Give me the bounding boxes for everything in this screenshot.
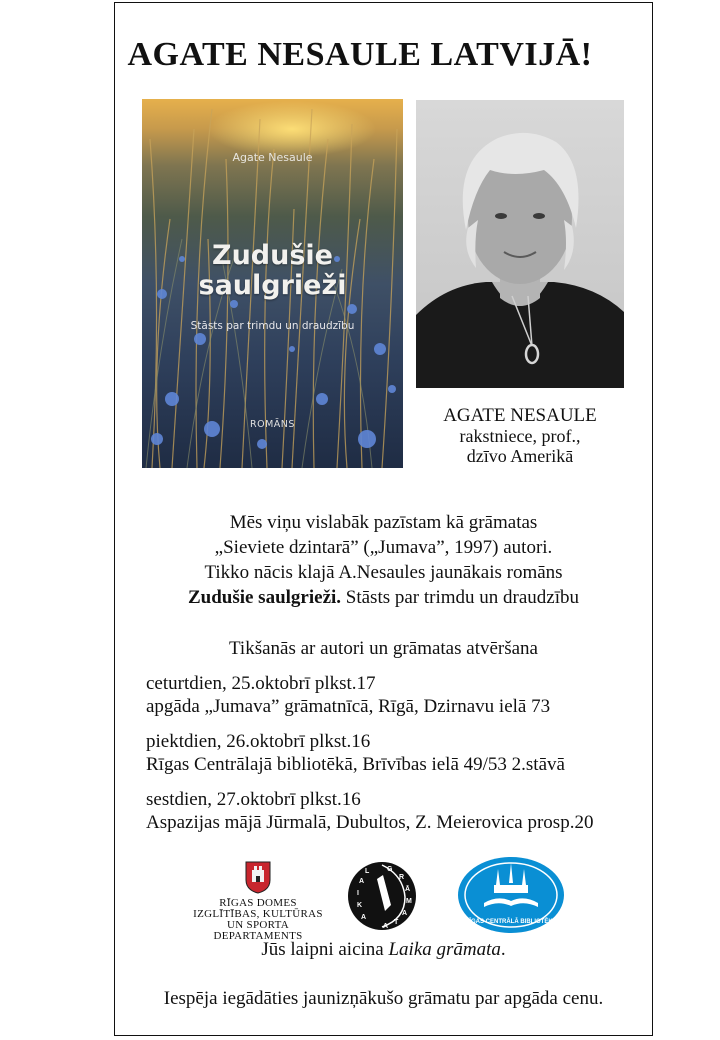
svg-text:K: K [357,902,363,909]
event-1-place: apgāda „Jumava” grāmatnīcā, Rīgā, Dzirnavu ielā 73 [146,696,551,717]
svg-text:R: R [399,874,405,881]
riga-logo-line3: UN SPORTA DEPARTAMENTS [213,919,303,942]
cover-title-line2: saulgrieži [198,270,347,301]
publisher-name: Laika grāmata [388,939,501,960]
book-cover-image [142,99,403,468]
rcb-logo-text: RĪGAS CENTRĀLĀ BIBLIOTĒKA [465,919,557,925]
author-role: rakstniece, prof., [459,426,581,446]
svg-text:M: M [406,898,412,905]
event-1-date: ceturtdien, 25.oktobrī plkst.17 [146,673,376,694]
svg-text:A: A [361,914,367,921]
cover-author: Agate Nesaule [232,151,313,164]
svg-text:T: T [394,919,399,926]
poster-title: AGATE NESAULE LATVIJĀ! [127,36,593,73]
svg-text:A: A [402,910,408,917]
event-3-place: Aspazijas mājā Jūrmalā, Dubultos, Z. Meierovica prosp.20 [146,812,594,833]
svg-text:A: A [359,878,365,885]
event-3-date: sestdien, 27.oktobrī plkst.16 [146,789,361,810]
author-portrait-illustration [416,100,624,388]
riga-central-library-icon [456,855,566,939]
riga-central-library-logo [456,855,566,939]
author-portrait [416,100,624,388]
riga-department-logo [186,860,330,942]
cover-title-line1: Zudušie [212,240,333,271]
svg-text:I: I [357,890,359,897]
event-2-place: Rīgas Centrālajā bibliotēkā, Brīvības ielā 49/53 2.stāvā [146,754,565,775]
novel-title: Zudušie saulgrieži. [187,587,342,608]
svg-text:L: L [365,868,370,875]
invitation-suffix: . [500,939,506,960]
event-2-date: piektdien, 26.oktobrī plkst.16 [146,731,371,752]
novel-subtitle: Stāsts par trimdu un draudzību [341,587,580,608]
intro-line-4 [114,586,653,610]
footer-note: Iespēja iegādāties jaunizņākušo grāmatu par apgāda cenu. [163,988,604,1009]
svg-text:Ā: Ā [405,886,411,893]
cover-title [142,241,403,301]
svg-text:A: A [383,923,389,930]
cover-genre: ROMĀNS [250,419,295,430]
author-location: dzīvo Amerikā [466,446,574,466]
cover-subtitle: Stāsts par trimdu un draudzību [190,320,355,332]
svg-text:G: G [387,866,393,873]
riga-coat-of-arms-icon [245,860,271,894]
laika-gramata-logo [347,861,417,931]
riga-logo-line1: RĪGAS DOMES [219,897,297,909]
invitation-line [114,939,653,961]
intro-line-1: Mēs viņu vislabāk pazīstam kā grāmatas [229,512,538,533]
events-heading: Tikšanās ar autori un grāmatas atvēršana [228,638,538,659]
intro-line-3: Tikko nācis klajā A.Nesaules jaunākais romāns [204,562,563,583]
author-name: AGATE NESAULE [443,405,597,426]
invitation-prefix: Jūs laipni aicina [261,939,389,960]
riga-logo-line2: IZGLĪTĪBAS, KULTŪRAS [193,908,323,920]
intro-line-2: „Sieviete dzintarā” („Jumava”, 1997) autori. [214,537,553,558]
laika-gramata-icon [347,861,417,931]
